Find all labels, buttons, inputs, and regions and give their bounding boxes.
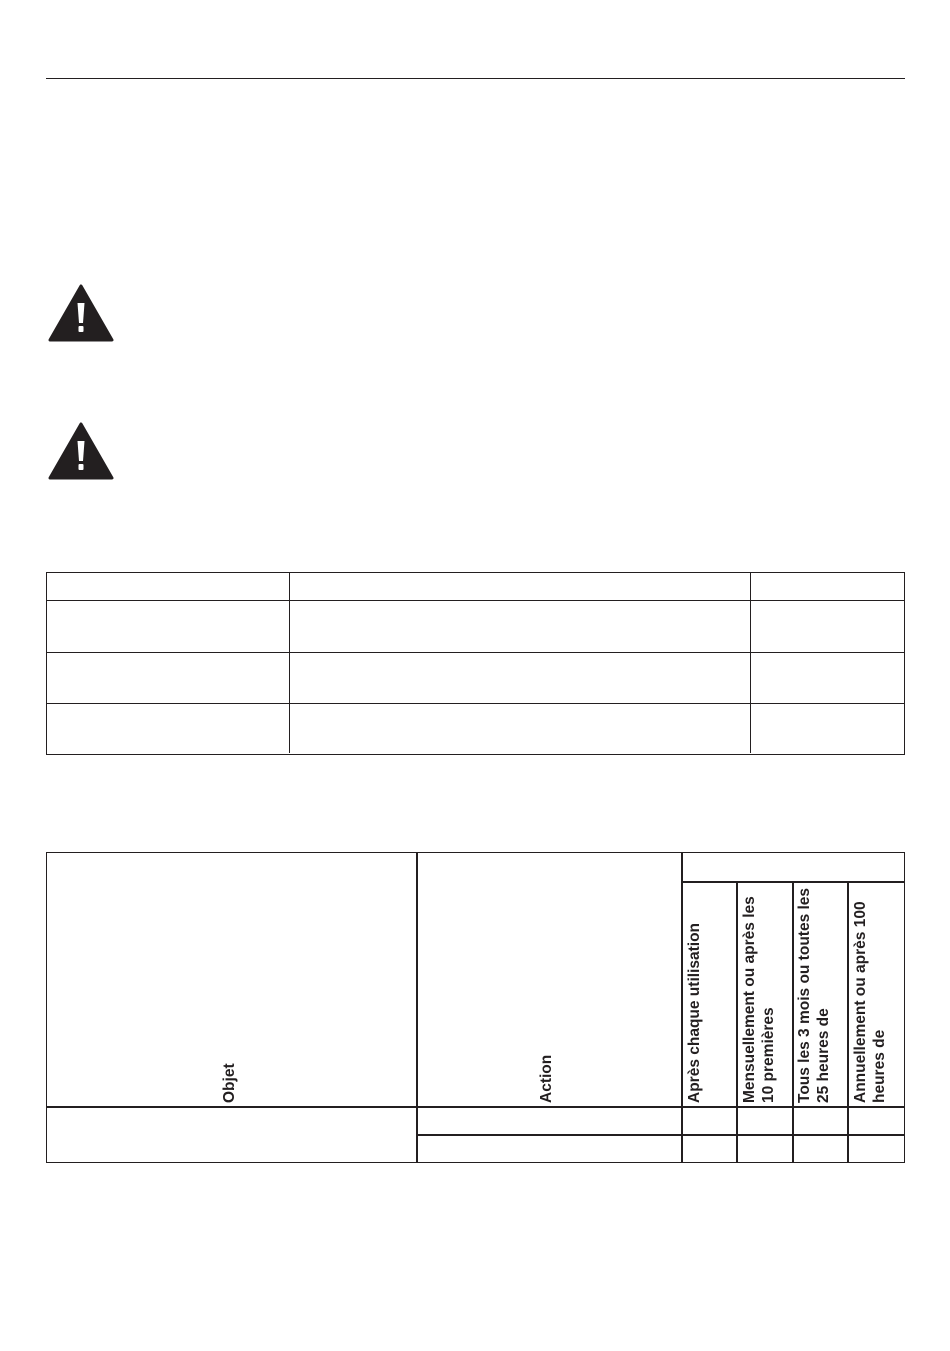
- table-cell-action: [419, 1109, 679, 1133]
- table-cell: [47, 573, 290, 600]
- table-cell: [751, 573, 904, 600]
- column-header-annually: Annuellement ou après 100 heures de: [852, 901, 888, 1103]
- table-cell: [47, 704, 290, 753]
- table-cell: [290, 573, 751, 600]
- table-cell: [47, 653, 290, 703]
- table-cell: [751, 704, 904, 753]
- table-cell: [290, 704, 751, 753]
- warning-triangle-icon: [48, 422, 114, 480]
- table-divider: [416, 853, 418, 1162]
- column-header-object: Objet: [221, 1063, 238, 1103]
- header-rule: [46, 78, 905, 79]
- table-divider: [416, 1134, 904, 1136]
- table-row: [47, 704, 904, 753]
- table-divider: [681, 853, 683, 1162]
- info-table: [46, 572, 905, 755]
- table-divider: [847, 881, 849, 1162]
- table-divider: [736, 881, 738, 1162]
- table-row: [47, 653, 904, 704]
- table-cell: [751, 601, 904, 652]
- column-header-quarterly: Tous les 3 mois ou toutes les 25 heures de: [796, 887, 832, 1103]
- table-cell: [290, 601, 751, 652]
- table-row: [47, 601, 904, 653]
- warning-triangle-icon: [48, 284, 114, 342]
- table-row: [47, 573, 904, 601]
- maintenance-table: [46, 852, 905, 1163]
- table-cell: [751, 653, 904, 703]
- interval-group-header: [683, 857, 904, 879]
- table-divider: [792, 881, 794, 1162]
- table-cell-object: [49, 1109, 414, 1161]
- column-header-action: Action: [538, 1054, 555, 1103]
- column-header-after-each-use: Après chaque utilisation: [686, 922, 703, 1103]
- table-cell: [290, 653, 751, 703]
- table-cell-action: [419, 1137, 679, 1161]
- column-header-monthly: Mensuellement ou après les 10 premières: [741, 896, 777, 1103]
- table-divider: [47, 1106, 904, 1108]
- table-cell: [47, 601, 290, 652]
